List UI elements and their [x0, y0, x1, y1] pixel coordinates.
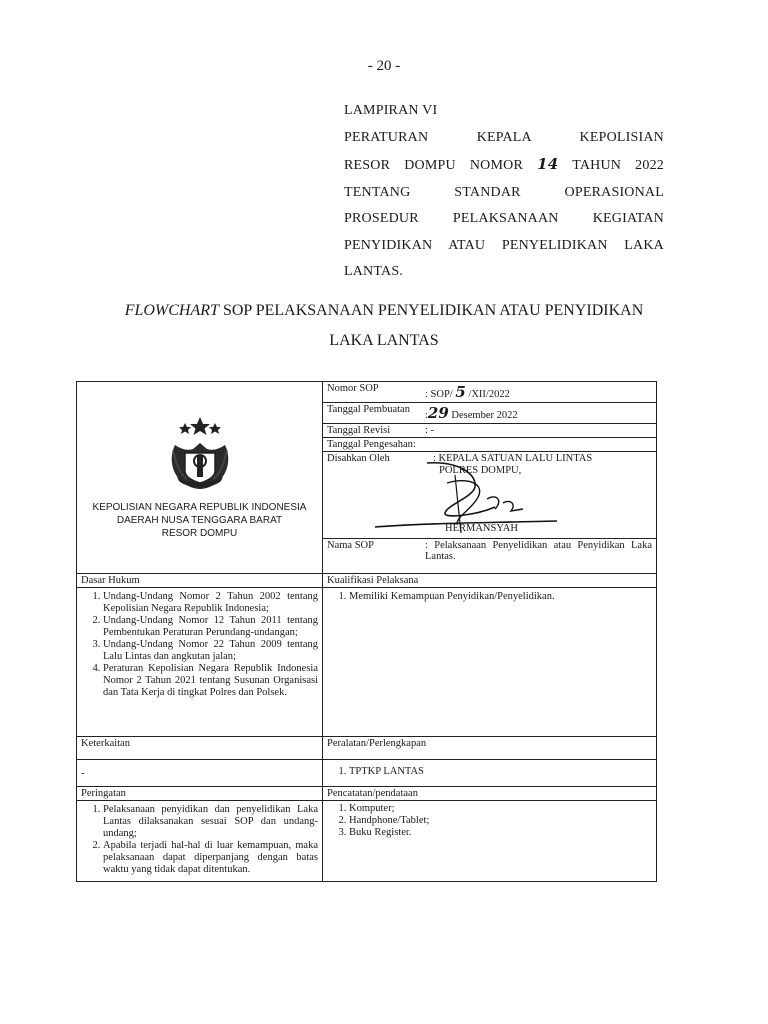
nomor-sop-cell: [323, 382, 657, 403]
peringatan-cell: [77, 801, 323, 882]
dasar-hukum-list: [81, 591, 318, 699]
flowchart-title-line1: [80, 302, 688, 320]
dasar-hukum-header: Dasar Hukum: [77, 574, 323, 588]
institution-name: [81, 501, 318, 540]
tanggal-pengesahan-label: Tanggal Pengesahan:: [327, 439, 416, 450]
handwritten-number: 14: [537, 155, 559, 173]
list-item: 2. Apabila terjadi hal-hal di luar kemampuan, maka pelaksanaan dapat diperpanjang dengan batas waktu yang tidak dapat ditentukan.: [103, 840, 318, 876]
pencatatan-list: [327, 803, 652, 839]
pencatatan-cell: [323, 801, 657, 882]
lampiran-title: LAMPIRAN VI: [344, 103, 438, 118]
kualifikasi-header: Kualifikasi Pelaksana: [323, 574, 657, 588]
nomor-sop-value: [425, 383, 652, 401]
lampiran-line: PROSEDUR PELAKSANAAN KEGIATAN: [344, 211, 664, 226]
tanggal-revisi-label: Tanggal Revisi: [327, 425, 391, 436]
list-item: 2. Handphone/Tablet;: [349, 815, 652, 827]
kualifikasi-cell: [323, 588, 657, 737]
flowchart-title-line2: LAKA LANTAS: [329, 332, 439, 349]
nomor-sop-suffix: /XII/2022: [468, 389, 510, 400]
list-item: 3. Undang-Undang Nomor 22 Tahun 2009 tentang Lalu Lintas dan angkutan jalan;: [103, 639, 318, 663]
signatory-name: HERMANSYAH: [445, 523, 518, 534]
title-rest: SOP PELAKSANAAN PENYELIDIKAN ATAU PENYIDIKAN: [218, 302, 644, 319]
kualifikasi-list: [327, 591, 652, 603]
flowchart-word: FLOWCHART: [124, 302, 219, 319]
lampiran-line: PERATURAN KEPALA KEPOLISIAN: [344, 129, 664, 145]
peralatan-cell: [323, 760, 657, 787]
lampiran-nomor-text: RESOR DOMPU NOMOR: [344, 158, 523, 173]
tanggal-pembuatan-date: Desember 2022: [451, 410, 518, 421]
nomor-sop-prefix: : SOP/: [425, 389, 453, 400]
institution-line3: RESOR DOMPU: [161, 528, 238, 539]
list-item: 4. Peraturan Kepolisian Negara Republik Indonesia Nomor 2 Tahun 2021 tentang Susunan Organisasi dan Tata Kerja di tingkat Polres dan Polsek.: [103, 663, 318, 699]
nomor-sop-label: Nomor SOP: [327, 383, 379, 394]
peralatan-header: Peralatan/Perlengkapan: [323, 737, 657, 760]
pencatatan-header: Pencatatan/pendataan: [323, 787, 657, 801]
disahkan-oleh-line1: : KEPALA SATUAN LALU LINTAS: [433, 453, 593, 464]
disahkan-oleh-cell: [323, 452, 657, 539]
list-item: 1. TPTKP LANTAS: [349, 766, 652, 778]
lampiran-line: TENTANG STANDAR OPERASIONAL: [344, 184, 664, 200]
polri-tribrata-emblem-icon: [163, 415, 237, 493]
handwritten-day: 29: [427, 404, 449, 422]
tanggal-pembuatan-value: [425, 404, 652, 422]
lampiran-line: PENYIDIKAN ATAU PENYELIDIKAN LAKA: [344, 237, 664, 253]
peringatan-list: [81, 804, 318, 876]
lampiran-tahun-text: TAHUN 2022: [572, 158, 664, 173]
handwritten-sop-number: 5: [455, 383, 466, 401]
list-item: 2. Undang-Undang Nomor 12 Tahun 2011 tentang Pembentukan Peraturan Perundang-undangan;: [103, 615, 318, 639]
institution-line1: KEPOLISIAN NEGARA REPUBLIK INDONESIA: [92, 502, 307, 513]
peralatan-list: [327, 766, 652, 778]
nama-sop-label: Nama SOP: [327, 540, 374, 551]
lampiran-line: LANTAS.: [344, 264, 403, 279]
page-number: - 20 -: [367, 58, 401, 74]
list-item: 3. Buku Register.: [349, 827, 652, 839]
keterkaitan-header: Keterkaitan: [77, 737, 323, 760]
tanggal-pengesahan-cell: [323, 438, 657, 452]
institution-line2: DAERAH NUSA TENGGARA BARAT: [116, 515, 283, 526]
keterkaitan-value: -: [77, 760, 323, 787]
peringatan-header: Peringatan: [77, 787, 323, 801]
list-item: 1. Memiliki Kemampuan Penyidikan/Penyelidikan.: [349, 591, 652, 603]
list-item: 1. Undang-Undang Nomor 2 Tahun 2002 tentang Kepolisian Negara Republik Indonesia;: [103, 591, 318, 615]
tanggal-pembuatan-cell: [323, 403, 657, 424]
lampiran-line-nomor: [344, 151, 664, 180]
tanggal-revisi-value: : -: [425, 425, 435, 436]
sop-table: [76, 381, 657, 882]
lampiran-block: [344, 98, 664, 286]
nama-sop-cell: [323, 539, 657, 574]
institution-cell: [77, 382, 323, 574]
tanggal-revisi-cell: [323, 424, 657, 438]
disahkan-oleh-line2: POLRES DOMPU,: [439, 465, 522, 476]
list-item: 1. Pelaksanaan penyidikan dan penyelidikan Laka Lantas dilaksanakan sesuai SOP dan undang-undang;: [103, 804, 318, 840]
dasar-hukum-cell: [77, 588, 323, 737]
nama-sop-value: : Pelaksanaan Penyelidikan atau Penyidikan Laka Lantas.: [425, 540, 652, 562]
tanggal-pembuatan-label: Tanggal Pembuatan: [327, 404, 410, 415]
disahkan-oleh-label: Disahkan Oleh: [327, 453, 390, 464]
tanggal-pembuatan-colon: :: [425, 410, 428, 421]
signature-block: [327, 453, 652, 537]
list-item: 1. Komputer;: [349, 803, 652, 815]
